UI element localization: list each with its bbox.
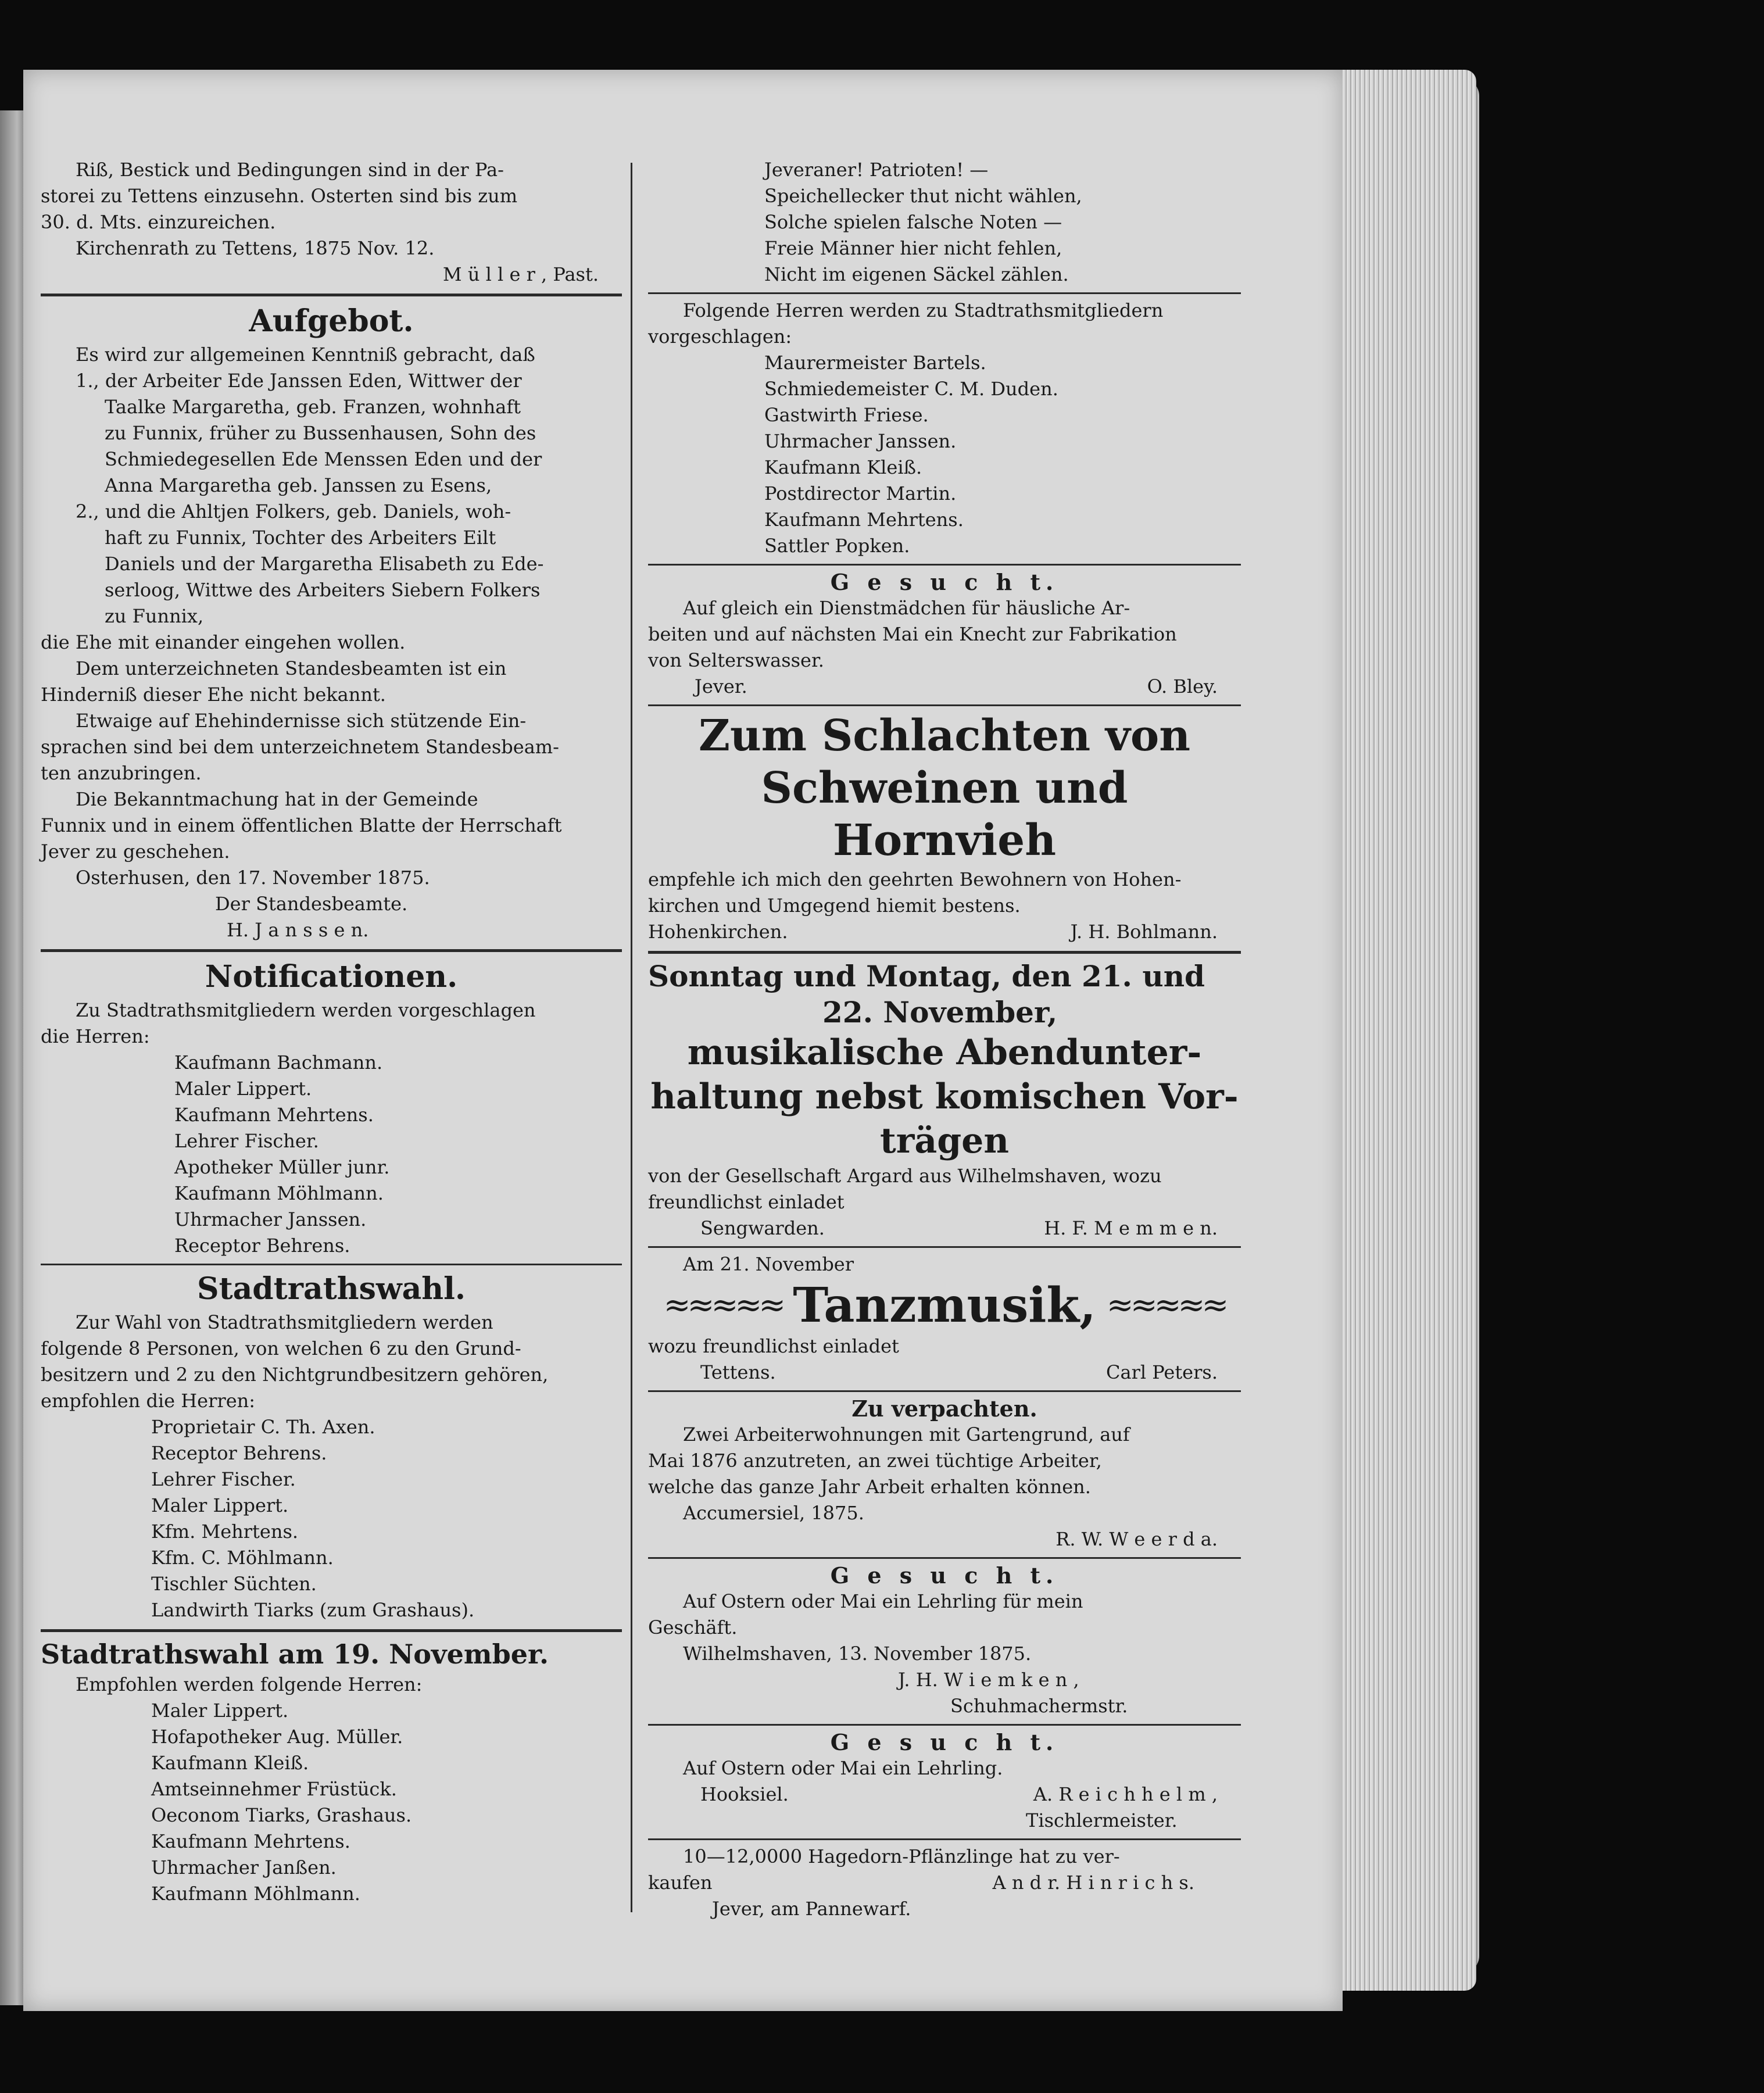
- tanzmusik-ad: [648, 1251, 1241, 1386]
- list-item: Uhrmacher Janssen.: [174, 1208, 367, 1230]
- abendunterhaltung-ad: [648, 958, 1241, 1242]
- list-item: Amtseinnehmer Früstück.: [151, 1778, 397, 1800]
- place: Hohenkirchen.: [648, 921, 788, 943]
- section-title: Notificationen.: [205, 959, 458, 994]
- signature: A n d r. H i n r i c h s.: [992, 1872, 1194, 1894]
- list-item: Maurermeister Bartels.: [764, 352, 986, 374]
- stadtrathswahl-notice: [41, 1269, 622, 1623]
- list-item: Schmiedemeister C. M. Duden.: [764, 378, 1058, 400]
- text-line: Mai 1876 anzutreten, an zwei tüchtige Arbeiter,: [648, 1450, 1102, 1472]
- section-divider: [648, 1557, 1241, 1559]
- list-item: Maler Lippert.: [151, 1700, 289, 1722]
- section-title: Aufgebot.: [249, 303, 414, 339]
- text-line: kaufen: [648, 1872, 713, 1894]
- section-divider: [648, 1838, 1241, 1840]
- text-line: folgende 8 Personen, von welchen 6 zu den Grund-: [41, 1337, 521, 1359]
- list-item: Kfm. C. Möhlmann.: [151, 1547, 334, 1569]
- place-date: Osterhusen, den 17. November 1875.: [76, 867, 430, 889]
- role: Schuhmachermstr.: [950, 1695, 1128, 1717]
- tanzmusik-heading: [648, 1278, 1241, 1333]
- ad-date: 22. November,: [822, 995, 1058, 1029]
- signature: J. H. Bohlmann.: [1070, 921, 1218, 943]
- verpachten-ad: [648, 1396, 1241, 1552]
- text-line: empfohlen die Herren:: [41, 1390, 256, 1412]
- ad-date: Sonntag und Montag, den 21. und: [648, 959, 1205, 993]
- sign-row: [648, 674, 1241, 700]
- text-line: sprachen sind bei dem unterzeichnetem Standesbeam-: [41, 736, 559, 758]
- text-line: von Selterswasser.: [648, 649, 824, 671]
- section-title: G e s u c h t.: [830, 1562, 1059, 1588]
- text-line: die Ehe mit einander eingehen wollen.: [41, 631, 406, 653]
- text-line: Anna Margaretha geb. Janssen zu Esens,: [105, 474, 492, 496]
- text-line: 30. d. Mts. einzureichen.: [41, 211, 276, 233]
- ornament-right: ≈≈≈≈≈: [1106, 1286, 1226, 1324]
- text-line: serloog, Wittwe des Arbeiters Siebern Folkers: [105, 579, 541, 601]
- section-divider: [41, 1629, 622, 1632]
- left-column: [41, 157, 622, 1907]
- text-line: die Herren:: [41, 1025, 150, 1047]
- place-date: Kirchenrath zu Tettens, 1875 Nov. 12.: [76, 237, 435, 259]
- ad-title: Tanzmusik,: [793, 1278, 1096, 1333]
- text-line: Zur Wahl von Stadtrathsmitgliedern werden: [76, 1311, 493, 1333]
- text-line: vorgeschlagen:: [648, 325, 792, 348]
- section-divider: [648, 951, 1241, 954]
- poem-line: Jeveraner! Patrioten! —: [764, 159, 989, 181]
- text-line: empfehle ich mich den geehrten Bewohnern von Hohen-: [648, 868, 1182, 890]
- text-line: Funnix und in einem öffentlichen Blatte der Herrschaft: [41, 814, 562, 836]
- text-line: Auf Ostern oder Mai ein Lehrling für mein: [683, 1590, 1083, 1612]
- text-line: Auf gleich ein Dienstmädchen für häusliche Ar-: [683, 597, 1130, 619]
- text-line: Geschäft.: [648, 1616, 738, 1638]
- text-line: Riß, Bestick und Bedingungen sind in der Pa-: [76, 159, 504, 181]
- text-line: kirchen und Umgegend hiemit bestens.: [648, 895, 1021, 917]
- office: Der Standesbeamte.: [215, 893, 408, 915]
- text-line: Dem unterzeichneten Standesbeamten ist ein: [76, 657, 507, 679]
- text-line: Taalke Margaretha, geb. Franzen, wohnhaft: [105, 396, 521, 418]
- place: Hooksiel.: [700, 1783, 789, 1805]
- list-item: Maler Lippert.: [151, 1494, 289, 1516]
- sign-row: [648, 919, 1241, 945]
- list-item: Gastwirth Friese.: [764, 404, 929, 426]
- gesucht-notice-2: [648, 1562, 1241, 1719]
- section-title: Stadtrathswahl am 19. November.: [41, 1638, 549, 1670]
- list-item: Apotheker Müller junr.: [174, 1156, 390, 1178]
- list-item: Uhrmacher Janssen.: [764, 430, 957, 452]
- text-line: wozu freundlichst einladet: [648, 1335, 899, 1357]
- sign-row: [648, 1359, 1241, 1386]
- text-line: besitzern und 2 zu den Nichtgrundbesitzern gehören,: [41, 1364, 549, 1386]
- list-item: Kfm. Mehrtens.: [151, 1520, 299, 1543]
- poem-line: Solche spielen falsche Noten —: [764, 211, 1062, 233]
- signature: H. F. M e m m e n.: [1044, 1217, 1218, 1239]
- text-line: Es wird zur allgemeinen Kenntniß gebracht, daß: [76, 344, 535, 366]
- place: Tettens.: [700, 1361, 776, 1383]
- signature: Carl Peters.: [1106, 1361, 1218, 1383]
- list-item: Kaufmann Bachmann.: [174, 1051, 383, 1074]
- place: Sengwarden.: [700, 1217, 825, 1239]
- place: Jever, am Pannewarf.: [712, 1898, 911, 1920]
- newspaper-page: [23, 70, 1343, 2011]
- list-item: Kaufmann Mehrtens.: [174, 1104, 374, 1126]
- text-line: 2., und die Ahltjen Folkers, geb. Daniels, woh-: [76, 500, 511, 523]
- place: Jever.: [695, 675, 747, 697]
- list-item: Uhrmacher Janßen.: [151, 1856, 337, 1879]
- list-item: Maler Lippert.: [174, 1078, 312, 1100]
- section-divider: [648, 704, 1241, 706]
- section-title: Zu verpachten.: [851, 1396, 1037, 1422]
- text-line: haft zu Funnix, Tochter des Arbeiters Eilt: [105, 527, 496, 549]
- section-title: G e s u c h t.: [830, 569, 1059, 595]
- section-divider: [648, 1724, 1241, 1726]
- signature: O. Bley.: [1147, 675, 1218, 697]
- section-divider: [41, 294, 622, 296]
- section-title: G e s u c h t.: [830, 1729, 1059, 1755]
- section-divider: [648, 564, 1241, 566]
- ornament-left: ≈≈≈≈≈: [663, 1286, 783, 1324]
- text-line: von der Gesellschaft Argard aus Wilhelmshaven, wozu: [648, 1165, 1162, 1187]
- section-divider: [648, 1246, 1241, 1248]
- section-title: Stadtrathswahl.: [197, 1271, 466, 1307]
- place-date: Accumersiel, 1875.: [683, 1502, 864, 1524]
- section-divider: [41, 1264, 622, 1265]
- poem: [648, 157, 1241, 288]
- aufgebot-notice: [41, 301, 622, 943]
- stadtrathswahl-19-notice: [41, 1637, 622, 1907]
- notificationen-notice: [41, 957, 622, 1259]
- poem-line: Nicht im eigenen Säckel zählen.: [764, 263, 1069, 285]
- text-line: Schmiedegesellen Ede Menssen Eden und der: [105, 448, 542, 470]
- text-line: beiten und auf nächsten Mai ein Knecht zur Fabrikation: [648, 623, 1177, 645]
- ad-title: trägen: [880, 1121, 1009, 1161]
- text-line: 10—12,0000 Hagedorn-Pflänzlinge hat zu ver-: [683, 1845, 1120, 1867]
- section-divider: [41, 949, 622, 952]
- list-item: Hofapotheker Aug. Müller.: [151, 1726, 403, 1748]
- list-item: Postdirector Martin.: [764, 482, 957, 505]
- text-line: Empfohlen werden folgende Herren:: [76, 1673, 423, 1695]
- ad-title: Zum Schlachten von: [698, 711, 1191, 761]
- sign-row: [648, 1215, 1241, 1242]
- list-item: Kaufmann Mehrtens.: [764, 509, 964, 531]
- text-line: Zu Stadtrathsmitgliedern werden vorgeschlagen: [76, 999, 536, 1021]
- column-divider: [631, 163, 632, 1912]
- text-line: Auf Ostern oder Mai ein Lehrling.: [683, 1757, 1003, 1779]
- role: Tischlermeister.: [1026, 1809, 1178, 1831]
- list-item: Receptor Behrens.: [151, 1442, 327, 1464]
- list-item: Kaufmann Kleiß.: [764, 456, 922, 478]
- right-column: [648, 157, 1241, 1922]
- list-item: Kaufmann Mehrtens.: [151, 1830, 350, 1852]
- list-item: Kaufmann Möhlmann.: [151, 1883, 360, 1905]
- list-item: Tischler Süchten.: [151, 1573, 317, 1595]
- ad-date: Am 21. November: [683, 1253, 854, 1275]
- place-date: Wilhelmshaven, 13. November 1875.: [683, 1643, 1032, 1665]
- section-divider: [648, 1390, 1241, 1392]
- signature: R. W. W e e r d a.: [1055, 1528, 1218, 1550]
- signature: H. J a n s s e n.: [227, 919, 369, 941]
- text-line: welche das ganze Jahr Arbeit erhalten können.: [648, 1476, 1091, 1498]
- text-line: zu Funnix, früher zu Bussenhausen, Sohn des: [105, 422, 536, 444]
- signature: A. R e i c h h e l m ,: [1033, 1783, 1218, 1805]
- ad-title: musikalische Abendunter-: [687, 1032, 1202, 1073]
- section-divider: [648, 292, 1241, 294]
- sign-row: [648, 1870, 1241, 1896]
- list-item: Kaufmann Kleiß.: [151, 1752, 309, 1774]
- text-line: Die Bekanntmachung hat in der Gemeinde: [76, 788, 478, 810]
- list-item: Kaufmann Möhlmann.: [174, 1182, 384, 1204]
- ad-title: Schweinen und Hornvieh: [761, 763, 1128, 865]
- pastorei-notice: [41, 157, 622, 288]
- list-item: Lehrer Fischer.: [174, 1130, 319, 1152]
- text-line: Zwei Arbeiterwohnungen mit Gartengrund, auf: [683, 1423, 1130, 1446]
- list-item: Oeconom Tiarks, Grashaus.: [151, 1804, 412, 1826]
- text-line: Hinderniß dieser Ehe nicht bekannt.: [41, 684, 386, 706]
- sign-row: [648, 1781, 1241, 1808]
- signature: J. H. W i e m k e n ,: [898, 1669, 1079, 1691]
- gesucht-notice-3: [648, 1729, 1241, 1834]
- schlachten-ad: [648, 710, 1241, 945]
- text-line: Jever zu geschehen.: [41, 840, 230, 863]
- text-line: Folgende Herren werden zu Stadtrathsmitgliedern: [683, 299, 1164, 321]
- text-line: Daniels und der Margaretha Elisabeth zu Ede-: [105, 553, 544, 575]
- poem-line: Freie Männer hier nicht fehlen,: [764, 237, 1062, 259]
- text-line: Etwaige auf Ehehindernisse sich stützende Ein-: [76, 710, 527, 732]
- text-line: storei zu Tettens einzusehn. Osterten sind bis zum: [41, 185, 518, 207]
- text-line: ten anzubringen.: [41, 762, 202, 784]
- gesucht-notice-1: [648, 569, 1241, 700]
- list-item: Sattler Popken.: [764, 535, 910, 557]
- list-item: Landwirth Tiarks (zum Grashaus).: [151, 1599, 475, 1621]
- poem-line: Speichellecker thut nicht wählen,: [764, 185, 1082, 207]
- hagedorn-ad: [648, 1844, 1241, 1922]
- ad-title: haltung nebst komischen Vor-: [650, 1076, 1239, 1117]
- list-item: Receptor Behrens.: [174, 1235, 350, 1257]
- vorgeschlagen-notice: [648, 298, 1241, 559]
- text-line: zu Funnix,: [105, 605, 204, 627]
- list-item: Lehrer Fischer.: [151, 1468, 296, 1490]
- text-line: freundlichst einladet: [648, 1191, 845, 1213]
- text-line: 1., der Arbeiter Ede Janssen Eden, Wittwer der: [76, 370, 522, 392]
- list-item: Proprietair C. Th. Axen.: [151, 1416, 375, 1438]
- signature: M ü l l e r , Past.: [442, 263, 599, 285]
- previous-page-edge: [0, 110, 24, 2005]
